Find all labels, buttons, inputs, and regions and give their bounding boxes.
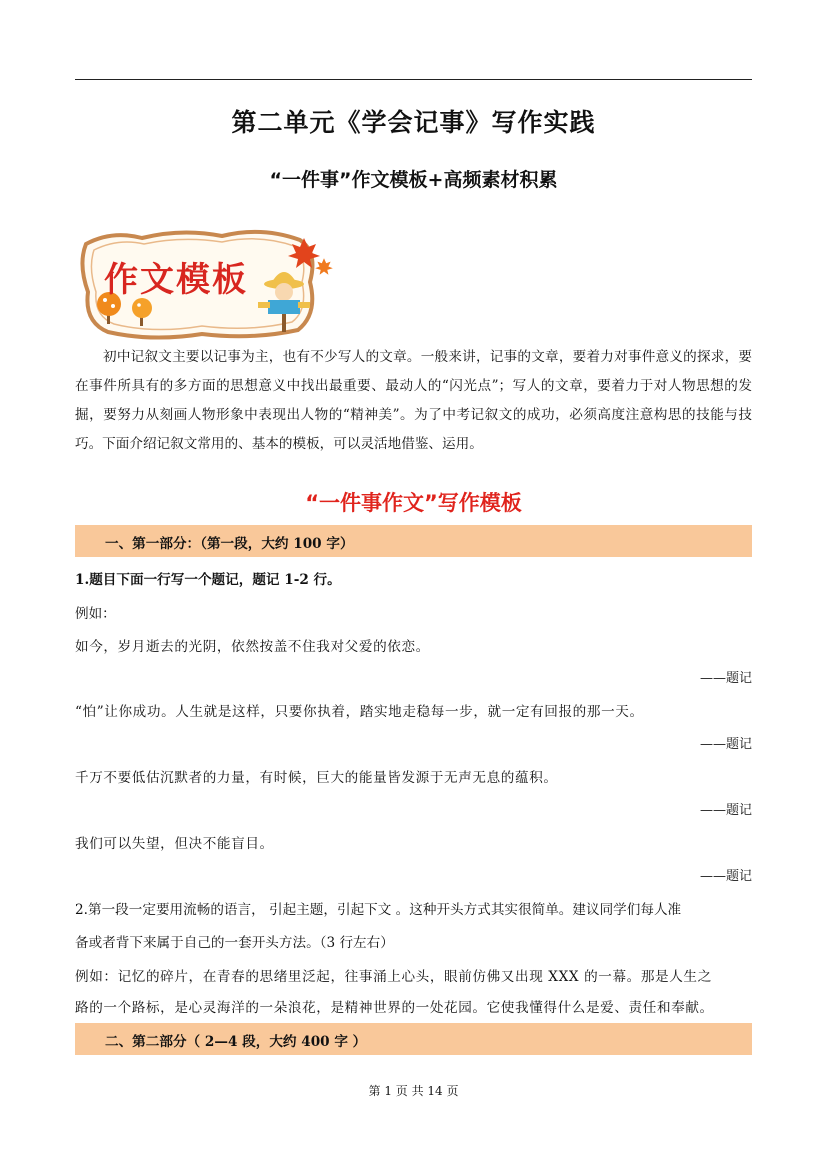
example-label: 例如： — [75, 606, 116, 622]
quote-1: 如今，岁月逝去的光阴，依然按盖不住我对父爱的依恋。 — [75, 639, 430, 655]
template-banner — [72, 222, 334, 344]
quote-3-attribution: ——题记 — [699, 803, 752, 818]
intro-paragraph: 初中记叙文主要以记事为主，也有不少写人的文章。一般来讲，记事的文章，要着力对事件意义的探求，要在事件所具有的多方面的思想意义中找出最重要、最动人的“闪光点”；写人的文章，要着力于对人物思想的发掘，要努力从刻画人物形象中表现出人物的“精神美”。为了中考记叙文的成功，必须高度注意构思的技能与技巧。下面介绍记叙文常用的、基本的模板，可以灵活地借鉴、运用。 — [75, 349, 752, 452]
point2-line-2: 备或者背下来属于自己的一套开头方法。（3 行左右） — [75, 935, 394, 951]
example2-line-1: 例如：记忆的碎片，在青春的思绪里泛起，往事涌上心头，眼前仿佛又出现 XXX 的一幕。那是人生之 — [75, 969, 712, 985]
page-title: 第二单元《学会记事》写作实践 — [231, 108, 596, 137]
banner-text: 作文模板 — [104, 260, 248, 300]
page-subtitle: “一件事”作文模板+高频素材积累 — [269, 169, 558, 191]
page-footer: 第 1 页 共 14 页 — [368, 1084, 459, 1098]
header-rule — [75, 79, 752, 80]
quote-2-attribution: ——题记 — [699, 737, 752, 752]
part2-heading-bar — [75, 1023, 752, 1055]
section-title: “一件事作文”写作模板 — [305, 491, 522, 515]
example2-line-2: 路的一个路标，是心灵海洋的一朵浪花，是精神世界的一处花园。它使我懂得什么是爱、责任和奉献。 — [75, 1000, 714, 1016]
quote-4-attribution: ——题记 — [699, 869, 752, 884]
quote-3: 千万不要低估沉默者的力量，有时候，巨大的能量皆发源于无声无息的蕴积。 — [75, 770, 558, 786]
quote-4: 我们可以失望，但决不能盲目。 — [75, 836, 274, 852]
part2-heading: 二、第二部分（ 2—4 段，大约 400 字 ） — [105, 1034, 367, 1050]
quote-1-attribution: ——题记 — [699, 671, 752, 686]
part1-heading-bar — [75, 525, 752, 557]
part1-heading: 一、第一部分：（第一段，大约 100 字） — [105, 536, 354, 552]
point1-text: 1.题目下面一行写一个题记，题记 1-2 行。 — [75, 572, 341, 588]
point2-line-1: 2.第一段一定要用流畅的语言， 引起主题，引起下文 。这种开头方式其实很简单。建议同学们每人准 — [75, 902, 682, 918]
quote-2: “怕”让你成功。人生就是这样，只要你执着，踏实地走稳每一步，就一定有回报的那一天。 — [75, 704, 644, 720]
